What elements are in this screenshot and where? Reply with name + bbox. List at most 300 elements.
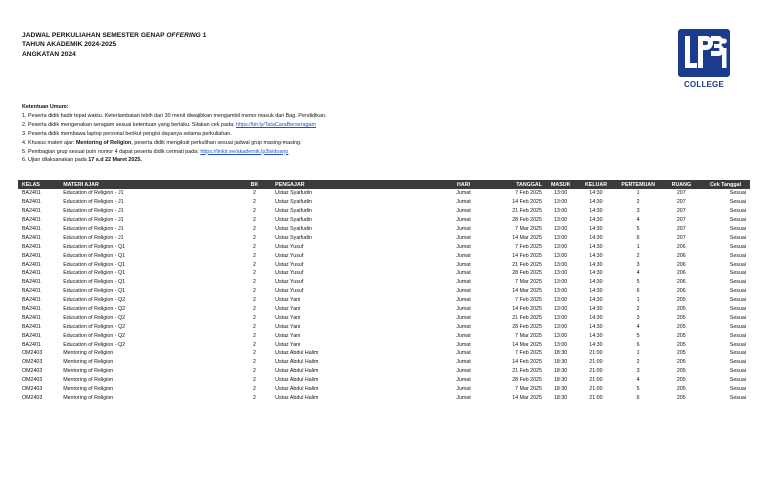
- cell-materi-ajar: Education of Religion - Q2: [63, 297, 126, 304]
- cell-materi-ajar: Education of Religion - Q1: [63, 261, 126, 268]
- table-row: [18, 376, 750, 385]
- cell-bk: 2: [252, 234, 256, 241]
- table-row: [18, 385, 750, 394]
- cell-ruang: 205: [676, 306, 686, 313]
- cell-masuk: 13:00: [553, 288, 568, 295]
- cell-pengajar: Ustaz Yusuf: [275, 261, 304, 268]
- cell-pengajar: Ustaz Yani: [275, 341, 301, 348]
- cell-keluar: 14:30: [589, 341, 603, 348]
- cell-pertemuan: 2: [636, 252, 640, 259]
- table-body: [18, 189, 750, 402]
- table-row: [18, 313, 750, 322]
- cell-cek-tanggal: Sesuai: [729, 350, 746, 357]
- cell-pengajar: Ustaz Abdul Halim: [275, 386, 319, 393]
- cell-pengajar: Ustaz Yusuf: [275, 243, 304, 250]
- cell-materi-ajar: Mentoring of Religion: [63, 359, 114, 366]
- cell-pertemuan: 1: [636, 190, 640, 197]
- cell-masuk: 18:30: [553, 359, 568, 366]
- cell-cek-tanggal: Sesuai: [729, 243, 746, 250]
- cell-keluar: 14:30: [589, 314, 603, 321]
- cell-keluar: 21:00: [589, 386, 603, 393]
- cell-pertemuan: 1: [636, 297, 640, 304]
- cell-tanggal: 7 Feb 2025: [515, 190, 542, 197]
- cell-cek-tanggal: Sesuai: [729, 190, 746, 197]
- cell-kelas: OM2403: [22, 368, 43, 375]
- cell-kelas: BA2401: [22, 279, 41, 286]
- cell-pengajar: Ustaz Yani: [275, 332, 301, 339]
- cell-keluar: 14:30: [589, 288, 603, 295]
- cell-keluar: 14:30: [589, 234, 603, 241]
- cell-hari: Jumat: [456, 261, 471, 268]
- cell-bk: 2: [252, 217, 256, 224]
- cell-ruang: 205: [676, 350, 686, 357]
- cell-kelas: BA2401: [22, 199, 41, 206]
- cell-tanggal: 14 Feb 2025: [512, 306, 542, 313]
- cell-ruang: 205: [676, 394, 686, 401]
- cell-hari: Jumat: [456, 386, 471, 393]
- cell-ruang: 205: [676, 332, 686, 339]
- cell-tanggal: 28 Feb 2025: [512, 323, 542, 330]
- cell-materi-ajar: Education of Religion - Q2: [63, 323, 126, 330]
- cell-cek-tanggal: Sesuai: [729, 208, 746, 215]
- cell-hari: Jumat: [456, 377, 471, 384]
- cell-ruang: 207: [676, 199, 686, 206]
- header-bk: BK: [250, 181, 259, 188]
- table-row: [18, 296, 750, 305]
- cell-pengajar: Ustaz Syaifudin: [275, 199, 312, 206]
- cell-tanggal: 14 Feb 2025: [512, 199, 542, 206]
- cell-materi-ajar: Mentoring of Religion: [63, 350, 114, 357]
- cell-ruang: 205: [676, 377, 686, 384]
- cell-tanggal: 14 Mar 2025: [512, 288, 542, 295]
- cell-hari: Jumat: [456, 350, 471, 357]
- cell-bk: 2: [252, 190, 256, 197]
- cell-pertemuan: 1: [636, 243, 640, 250]
- cell-pertemuan: 2: [636, 199, 640, 206]
- cell-cek-tanggal: Sesuai: [729, 394, 746, 401]
- cell-keluar: 14:30: [589, 217, 603, 224]
- cell-bk: 2: [252, 306, 256, 313]
- header-pertemuan: PERTEMUAN: [621, 181, 655, 188]
- header-kelas: KELAS: [22, 181, 40, 188]
- cell-bk: 2: [252, 199, 256, 206]
- cell-masuk: 18:30: [553, 377, 568, 384]
- cell-bk: 2: [252, 377, 256, 384]
- cell-masuk: 13:00: [553, 323, 568, 330]
- cell-kelas: OM2403: [22, 394, 43, 401]
- cell-keluar: 14:30: [589, 279, 603, 286]
- table-row: [18, 340, 750, 349]
- cell-cek-tanggal: Sesuai: [729, 359, 746, 366]
- cell-hari: Jumat: [456, 252, 471, 259]
- cell-pertemuan: 5: [636, 386, 640, 393]
- cell-kelas: BA2401: [22, 190, 41, 197]
- cell-pengajar: Ustaz Yusuf: [275, 270, 304, 277]
- cell-pengajar: Ustaz Yusuf: [275, 288, 304, 295]
- title-line-1: JADWAL PERKULIAHAN SEMESTER GENAP OFFERING 1: [22, 32, 207, 39]
- cell-masuk: 13:00: [553, 199, 568, 206]
- cell-cek-tanggal: Sesuai: [729, 377, 746, 384]
- cell-ruang: 206: [676, 270, 686, 277]
- cell-materi-ajar: Education of Religion - Q2: [63, 332, 126, 339]
- table-row: [18, 251, 750, 260]
- cell-keluar: 21:00: [589, 368, 603, 375]
- cell-pertemuan: 5: [636, 279, 640, 286]
- cell-cek-tanggal: Sesuai: [729, 217, 746, 224]
- cell-cek-tanggal: Sesuai: [729, 341, 746, 348]
- cell-masuk: 13:00: [553, 226, 568, 232]
- cell-masuk: 13:00: [553, 306, 568, 313]
- cell-materi-ajar: Education of Religion - J1: [63, 234, 124, 241]
- cell-kelas: BA2401: [22, 323, 41, 330]
- cell-keluar: 14:30: [589, 323, 603, 330]
- cell-hari: Jumat: [456, 359, 471, 366]
- table-header: [18, 180, 750, 189]
- cell-ruang: 205: [676, 314, 686, 321]
- cell-tanggal: 7 Feb 2025: [515, 243, 542, 250]
- cell-keluar: 21:00: [589, 377, 603, 384]
- cell-cek-tanggal: Sesuai: [729, 252, 746, 259]
- cell-materi-ajar: Education of Religion - Q2: [63, 341, 126, 348]
- cell-kelas: BA2401: [22, 332, 41, 339]
- table-row: [18, 393, 750, 402]
- cell-materi-ajar: Education of Religion - J1: [63, 199, 124, 206]
- cell-cek-tanggal: Sesuai: [729, 332, 746, 339]
- cell-materi-ajar: Education of Religion - Q1: [63, 288, 126, 295]
- cell-pengajar: Ustaz Yusuf: [275, 252, 304, 259]
- cell-tanggal: 21 Feb 2025: [512, 314, 542, 321]
- cell-cek-tanggal: Sesuai: [729, 261, 746, 268]
- cell-bk: 2: [252, 332, 256, 339]
- cell-masuk: 13:00: [553, 243, 568, 250]
- cell-bk: 2: [252, 350, 256, 357]
- cell-hari: Jumat: [456, 217, 471, 224]
- cell-bk: 2: [252, 359, 256, 366]
- header-masuk: MASUK: [550, 181, 571, 188]
- header-pengajar: PENGAJAR: [275, 181, 305, 188]
- table-row: [18, 331, 750, 340]
- cell-tanggal: 7 Mar 2025: [515, 386, 542, 393]
- cell-cek-tanggal: Sesuai: [729, 297, 746, 304]
- cell-masuk: 13:00: [553, 314, 568, 321]
- table-row: [18, 287, 750, 296]
- cell-kelas: BA2401: [22, 314, 41, 321]
- lp3i-logo-icon: [676, 26, 732, 80]
- cell-kelas: BA2401: [22, 208, 41, 215]
- cell-pengajar: Ustaz Yani: [275, 323, 301, 330]
- cell-hari: Jumat: [456, 394, 471, 401]
- cell-pertemuan: 4: [636, 323, 640, 330]
- cell-pengajar: Ustaz Yusuf: [275, 279, 304, 286]
- cell-hari: Jumat: [456, 243, 471, 250]
- lp3i-college-logo: [676, 26, 732, 94]
- cell-materi-ajar: Mentoring of Religion: [63, 386, 114, 393]
- cell-masuk: 13:00: [553, 279, 568, 286]
- cell-tanggal: 7 Feb 2025: [515, 297, 542, 304]
- cell-materi-ajar: Education of Religion - J1: [63, 217, 124, 224]
- rule-6: 6. Ujian dilaksanakan pada 17 s.d 22 Maret 2025.: [22, 157, 142, 164]
- cell-pertemuan: 5: [636, 332, 640, 339]
- cell-hari: Jumat: [456, 199, 471, 206]
- cell-materi-ajar: Education of Religion - Q2: [63, 314, 126, 321]
- cell-pengajar: Ustaz Syaifudin: [275, 226, 312, 232]
- cell-keluar: 14:30: [589, 199, 603, 206]
- cell-kelas: BA2401: [22, 297, 41, 304]
- cell-kelas: BA2401: [22, 306, 41, 313]
- cell-pertemuan: 4: [636, 217, 640, 224]
- cell-tanggal: 21 Feb 2025: [512, 261, 542, 268]
- cell-hari: Jumat: [456, 323, 471, 330]
- cell-ruang: 207: [676, 234, 686, 241]
- rule-5: 5. Pembagian grup sesuai poin nomor 4 dapat peserta didik cermati pada: https://linktr.ee/akademik.lp3isidoarjo: [22, 148, 289, 155]
- cell-cek-tanggal: Sesuai: [729, 234, 746, 241]
- cell-tanggal: 14 Feb 2025: [512, 252, 542, 259]
- cell-ruang: 206: [676, 279, 686, 286]
- cell-hari: Jumat: [456, 306, 471, 313]
- cell-keluar: 21:00: [589, 350, 603, 357]
- cell-pertemuan: 5: [636, 226, 640, 232]
- cell-bk: 2: [252, 341, 256, 348]
- cell-keluar: 14:30: [589, 252, 603, 259]
- cell-keluar: 14:30: [589, 306, 603, 313]
- cell-hari: Jumat: [456, 226, 471, 232]
- cell-masuk: 18:30: [553, 368, 568, 375]
- table-row: [18, 225, 750, 234]
- title-line-3: ANGKATAN 2024: [22, 50, 76, 58]
- header-keluar: KELUAR: [584, 181, 608, 188]
- cell-pengajar: Ustaz Syaifudin: [275, 208, 312, 215]
- cell-pertemuan: 3: [636, 261, 640, 268]
- cell-keluar: 21:00: [589, 359, 603, 366]
- logo-college-text: COLLEGE: [683, 80, 725, 89]
- cell-tanggal: 28 Feb 2025: [512, 217, 542, 224]
- cell-bk: 2: [252, 279, 256, 286]
- cell-materi-ajar: Education of Religion - Q2: [63, 306, 126, 313]
- cell-tanggal: 7 Feb 2025: [515, 350, 542, 357]
- schedule-table: [18, 180, 750, 402]
- table-row: [18, 358, 750, 367]
- cell-masuk: 13:00: [553, 341, 568, 348]
- rule-3: 3. Peserta didik membawa laptop personal berikut pengisi dayanya selama perkuliahan.: [22, 130, 232, 137]
- cell-bk: 2: [252, 208, 256, 215]
- cell-pertemuan: 6: [636, 394, 640, 401]
- cell-masuk: 13:00: [553, 252, 568, 259]
- cell-ruang: 205: [676, 368, 686, 375]
- cell-ruang: 205: [676, 341, 686, 348]
- cell-kelas: BA2401: [22, 341, 41, 348]
- table-row: [18, 242, 750, 251]
- cell-bk: 2: [252, 252, 256, 259]
- cell-pengajar: Ustaz Abdul Halim: [275, 359, 319, 366]
- cell-ruang: 206: [676, 252, 686, 259]
- cell-hari: Jumat: [456, 208, 471, 215]
- cell-kelas: OM2403: [22, 359, 43, 366]
- cell-pengajar: Ustaz Syaifudin: [275, 217, 312, 224]
- cell-cek-tanggal: Sesuai: [729, 288, 746, 295]
- cell-cek-tanggal: Sesuai: [729, 279, 746, 286]
- cell-kelas: OM2403: [22, 386, 43, 393]
- cell-materi-ajar: Mentoring of Religion: [63, 377, 114, 384]
- cell-tanggal: 14 Mar 2025: [512, 341, 542, 348]
- table-row: [18, 269, 750, 278]
- cell-tanggal: 28 Feb 2025: [512, 270, 542, 277]
- cell-masuk: 13:00: [553, 208, 568, 215]
- cell-materi-ajar: Education of Religion - Q1: [63, 243, 126, 250]
- cell-materi-ajar: Education of Religion - J1: [63, 190, 124, 197]
- cell-tanggal: 7 Mar 2025: [515, 226, 542, 232]
- cell-pengajar: Ustaz Syaifudin: [275, 234, 312, 241]
- group-link[interactable]: https://linktr.ee/akademik.lp3isidoarjo: [200, 148, 289, 155]
- cell-masuk: 13:00: [553, 217, 568, 224]
- general-rules: [22, 103, 622, 165]
- cell-tanggal: 14 Mar 2025: [512, 234, 542, 241]
- cell-pertemuan: 2: [636, 359, 640, 366]
- cell-materi-ajar: Mentoring of Religion: [63, 394, 114, 401]
- cell-keluar: 14:30: [589, 208, 603, 215]
- cell-kelas: BA2401: [22, 261, 41, 268]
- cell-hari: Jumat: [456, 332, 471, 339]
- cell-kelas: BA2401: [22, 234, 41, 241]
- cell-masuk: 18:30: [553, 350, 568, 357]
- table-row: [18, 322, 750, 331]
- cell-pengajar: Ustaz Yani: [275, 306, 301, 313]
- cell-cek-tanggal: Sesuai: [729, 226, 746, 232]
- cell-pertemuan: 2: [636, 306, 640, 313]
- cell-kelas: OM2403: [22, 350, 43, 357]
- rule-1: 1. Peserta didik hadir tepat waktu. Keterlambatan lebih dari 30 menit diwajibkan mengambil memo masuk dari Bag. Pendidikan.: [22, 112, 327, 119]
- cell-masuk: 13:00: [553, 261, 568, 268]
- cell-ruang: 205: [676, 297, 686, 304]
- cell-keluar: 21:00: [589, 394, 603, 401]
- cell-bk: 2: [252, 394, 256, 401]
- cell-bk: 2: [252, 386, 256, 393]
- cell-keluar: 14:30: [589, 297, 603, 304]
- cell-kelas: BA2401: [22, 243, 41, 250]
- cell-keluar: 14:30: [589, 270, 603, 277]
- header-materi-ajar: MATERI AJAR: [63, 181, 99, 188]
- table-row: [18, 198, 750, 207]
- cell-materi-ajar: Education of Religion - Q1: [63, 270, 126, 277]
- cell-tanggal: 21 Feb 2025: [512, 368, 542, 375]
- cell-tanggal: 7 Mar 2025: [515, 279, 542, 286]
- header-cek-tanggal: Cek Tanggal: [709, 181, 742, 188]
- cell-pertemuan: 6: [636, 234, 640, 241]
- table-row: [18, 189, 750, 198]
- cell-masuk: 18:30: [553, 394, 568, 401]
- cell-kelas: BA2401: [22, 226, 41, 232]
- cell-cek-tanggal: Sesuai: [729, 270, 746, 277]
- cell-pertemuan: 4: [636, 377, 640, 384]
- cell-hari: Jumat: [456, 234, 471, 241]
- cell-hari: Jumat: [456, 279, 471, 286]
- cell-hari: Jumat: [456, 314, 471, 321]
- cell-kelas: BA2401: [22, 288, 41, 295]
- cell-bk: 2: [252, 288, 256, 295]
- cell-ruang: 207: [676, 208, 686, 215]
- cell-bk: 2: [252, 368, 256, 375]
- header-tanggal: TANGGAL: [516, 181, 542, 188]
- cell-kelas: BA2401: [22, 217, 41, 224]
- cell-cek-tanggal: Sesuai: [729, 314, 746, 321]
- cell-ruang: 205: [676, 359, 686, 366]
- cell-pertemuan: 3: [636, 208, 640, 215]
- header-ruang: RUANG: [671, 181, 692, 188]
- cell-materi-ajar: Education of Religion - Q1: [63, 279, 126, 286]
- cell-kelas: BA2401: [22, 270, 41, 277]
- table-row: [18, 260, 750, 269]
- cell-cek-tanggal: Sesuai: [729, 386, 746, 393]
- table-row: [18, 367, 750, 376]
- cell-bk: 2: [252, 270, 256, 277]
- uniform-link[interactable]: https://bit.ly/TataCaraBerseragam: [235, 121, 316, 128]
- cell-hari: Jumat: [456, 270, 471, 277]
- cell-ruang: 207: [676, 190, 686, 197]
- cell-pengajar: Ustaz Abdul Halim: [275, 377, 319, 384]
- cell-ruang: 206: [676, 243, 686, 250]
- cell-masuk: 13:00: [553, 332, 568, 339]
- title-line-2: TAHUN AKADEMIK 2024-2025: [22, 41, 117, 49]
- cell-pertemuan: 3: [636, 368, 640, 375]
- cell-ruang: 206: [676, 261, 686, 268]
- cell-cek-tanggal: Sesuai: [729, 323, 746, 330]
- cell-materi-ajar: Mentoring of Religion: [63, 368, 114, 375]
- cell-tanggal: 28 Feb 2025: [512, 377, 542, 384]
- cell-kelas: OM2403: [22, 377, 43, 384]
- cell-hari: Jumat: [456, 288, 471, 295]
- cell-pertemuan: 6: [636, 288, 640, 295]
- cell-ruang: 205: [676, 323, 686, 330]
- cell-hari: Jumat: [456, 368, 471, 375]
- cell-pengajar: Ustaz Abdul Halim: [275, 368, 319, 375]
- cell-pengajar: Ustaz Syaifudin: [275, 190, 312, 197]
- cell-bk: 2: [252, 297, 256, 304]
- rule-2: 2. Peserta didik mengenakan seragam sesuai ketentuan yang berlaku. Silakan cek pada: https://bit.ly/TataCaraBerseragam: [22, 121, 316, 128]
- cell-masuk: 18:30: [553, 386, 568, 393]
- header-hari: HARI: [457, 181, 470, 188]
- rules-title: Ketentuan Umum:: [22, 104, 69, 110]
- cell-kelas: BA2401: [22, 252, 41, 259]
- cell-pengajar: Ustaz Yani: [275, 314, 301, 321]
- cell-masuk: 13:00: [553, 190, 568, 197]
- table-row: [18, 349, 750, 358]
- cell-bk: 2: [252, 323, 256, 330]
- cell-materi-ajar: Education of Religion - J1: [63, 226, 124, 232]
- cell-masuk: 13:00: [553, 270, 568, 277]
- table-row: [18, 278, 750, 287]
- cell-ruang: 206: [676, 288, 686, 295]
- cell-ruang: 205: [676, 386, 686, 393]
- cell-masuk: 13:00: [553, 297, 568, 304]
- cell-materi-ajar: Education of Religion - J1: [63, 208, 124, 215]
- cell-bk: 2: [252, 243, 256, 250]
- cell-keluar: 14:30: [589, 190, 603, 197]
- cell-keluar: 14:30: [589, 226, 603, 232]
- cell-tanggal: 21 Feb 2025: [512, 208, 542, 215]
- table-row: [18, 233, 750, 242]
- cell-pertemuan: 6: [636, 341, 640, 348]
- cell-cek-tanggal: Sesuai: [729, 199, 746, 206]
- table-row: [18, 207, 750, 216]
- cell-tanggal: 14 Mar 2025: [512, 394, 542, 401]
- document-header: [22, 31, 206, 59]
- cell-keluar: 14:30: [589, 243, 603, 250]
- cell-cek-tanggal: Sesuai: [729, 368, 746, 375]
- cell-hari: Jumat: [456, 297, 471, 304]
- cell-pertemuan: 1: [636, 350, 640, 357]
- cell-bk: 2: [252, 261, 256, 268]
- cell-pertemuan: 4: [636, 270, 640, 277]
- table-row: [18, 216, 750, 225]
